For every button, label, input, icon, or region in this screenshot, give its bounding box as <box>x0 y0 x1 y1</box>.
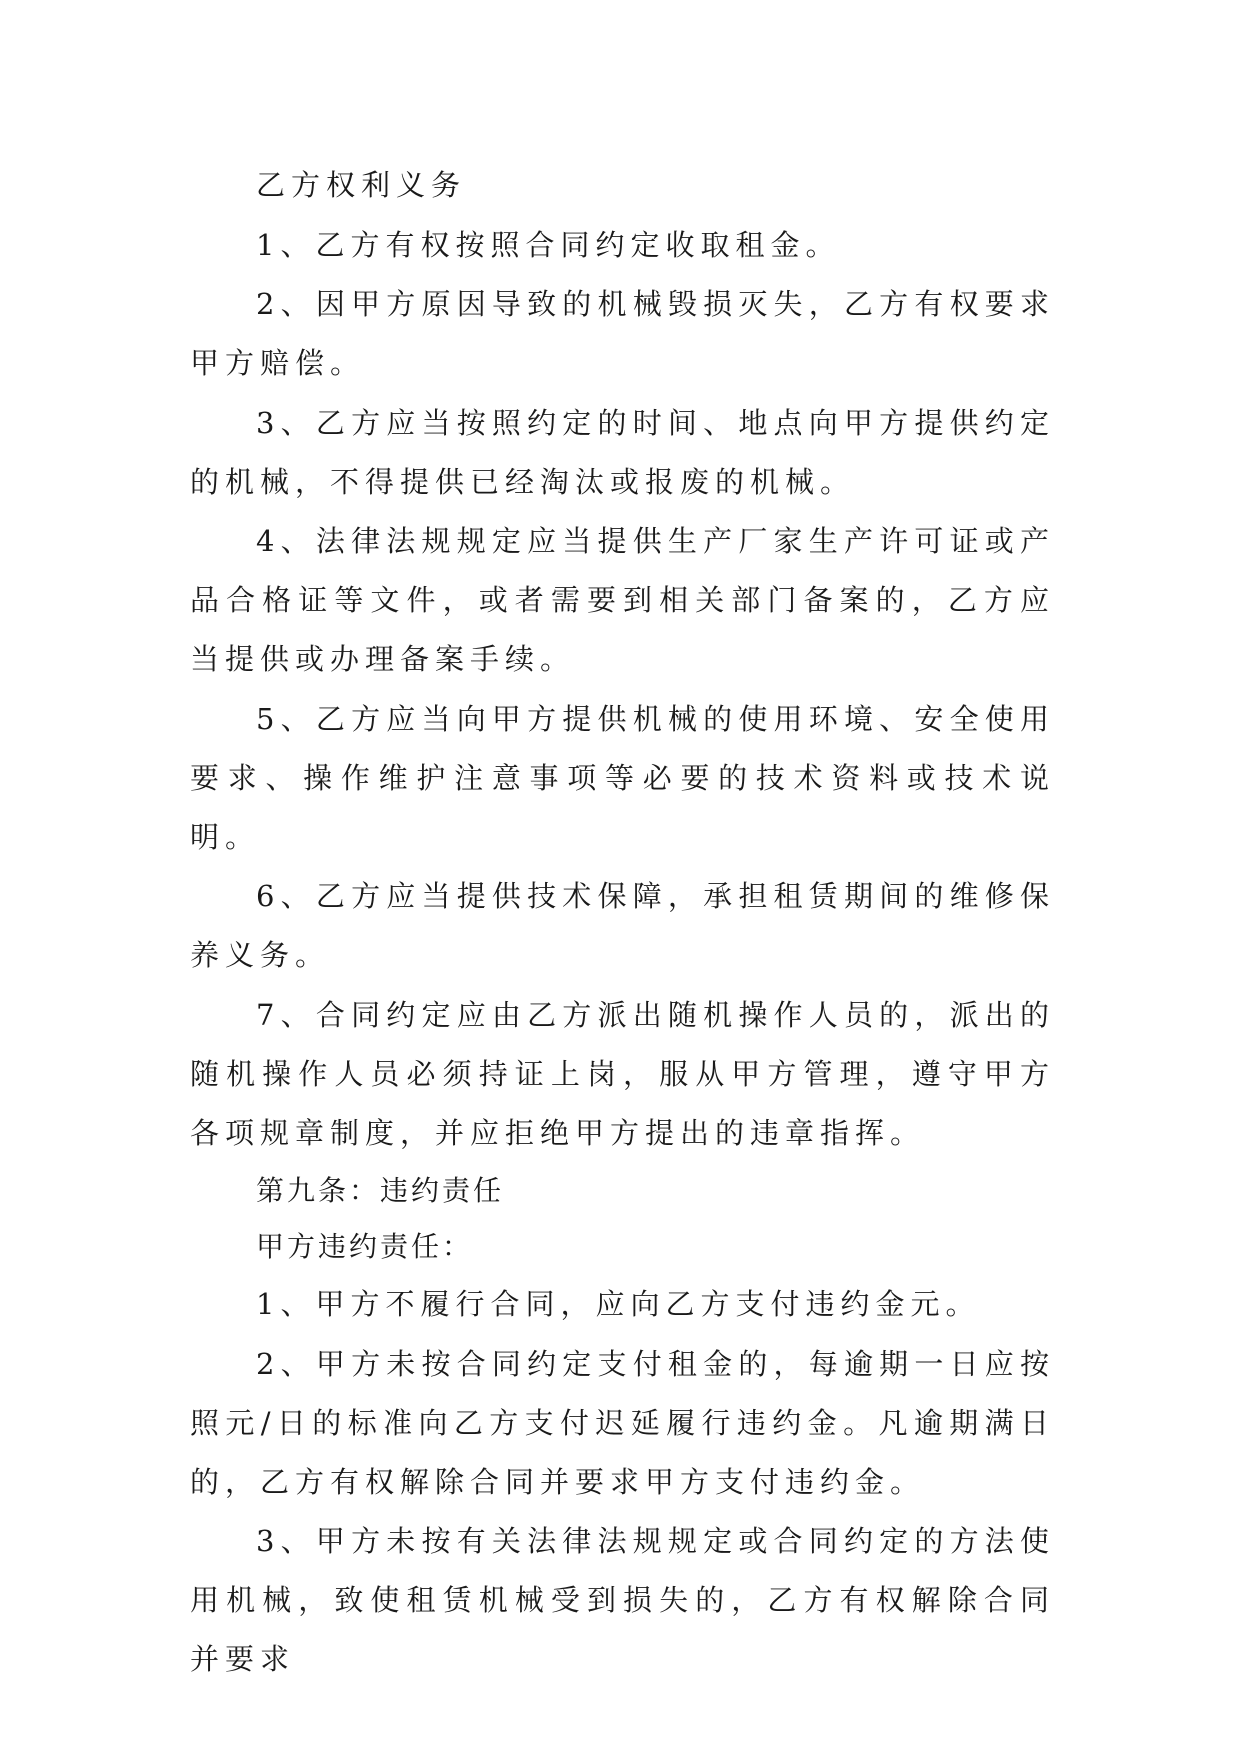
article-nine-heading: 第九条：违约责任 <box>256 1174 505 1207</box>
liability-paragraph-1: 1、甲方不履行合同，应向乙方支付违约金元。 <box>256 1287 981 1321</box>
paragraph-3: 3、乙方应当按照约定的时间、地点向甲方提供约定的机械，不得提供已经淘汰或报废的机械。 <box>190 405 1055 499</box>
liability-paragraph-3: 3、甲方未按有关法律法规规定或合同约定的方法使用机械，致使租赁机械受到损失的，乙方有权解除合同并要求 <box>190 1524 1055 1676</box>
paragraph-2: 2、因甲方原因导致的机械毁损灭失，乙方有权要求甲方赔偿。 <box>190 287 1055 380</box>
paragraph-7: 7、合同约定应由乙方派出随机操作人员的，派出的随机操作人员必须持证上岗，服从甲方管理，遵守甲方各项规章制度，并应拒绝甲方提出的违章指挥。 <box>190 997 1055 1150</box>
section-heading-party-b-rights: 乙方权利义务 <box>256 168 467 202</box>
document-body <box>190 156 1055 1690</box>
party-a-liability-heading: 甲方违约责任： <box>256 1230 474 1263</box>
liability-paragraph-2: 2、甲方未按合同约定支付租金的，每逾期一日应按照元/日的标准向乙方支付迟延履行违约金。凡逾期满日的，乙方有权解除合同并要求甲方支付违约金。 <box>190 1346 1055 1499</box>
paragraph-4: 4、法律法规规定应当提供生产厂家生产许可证或产品合格证等文件，或者需要到相关部门备案的，乙方应当提供或办理备案手续。 <box>190 524 1055 676</box>
paragraph-1: 1、乙方有权按照合同约定收取租金。 <box>256 227 841 262</box>
paragraph-6: 6、乙方应当提供技术保障，承担租赁期间的维修保养义务。 <box>190 879 1055 972</box>
paragraph-5: 5、乙方应当向甲方提供机械的使用环境、安全使用要求、操作维护注意事项等必要的技术资料或技术说明。 <box>190 701 1055 854</box>
